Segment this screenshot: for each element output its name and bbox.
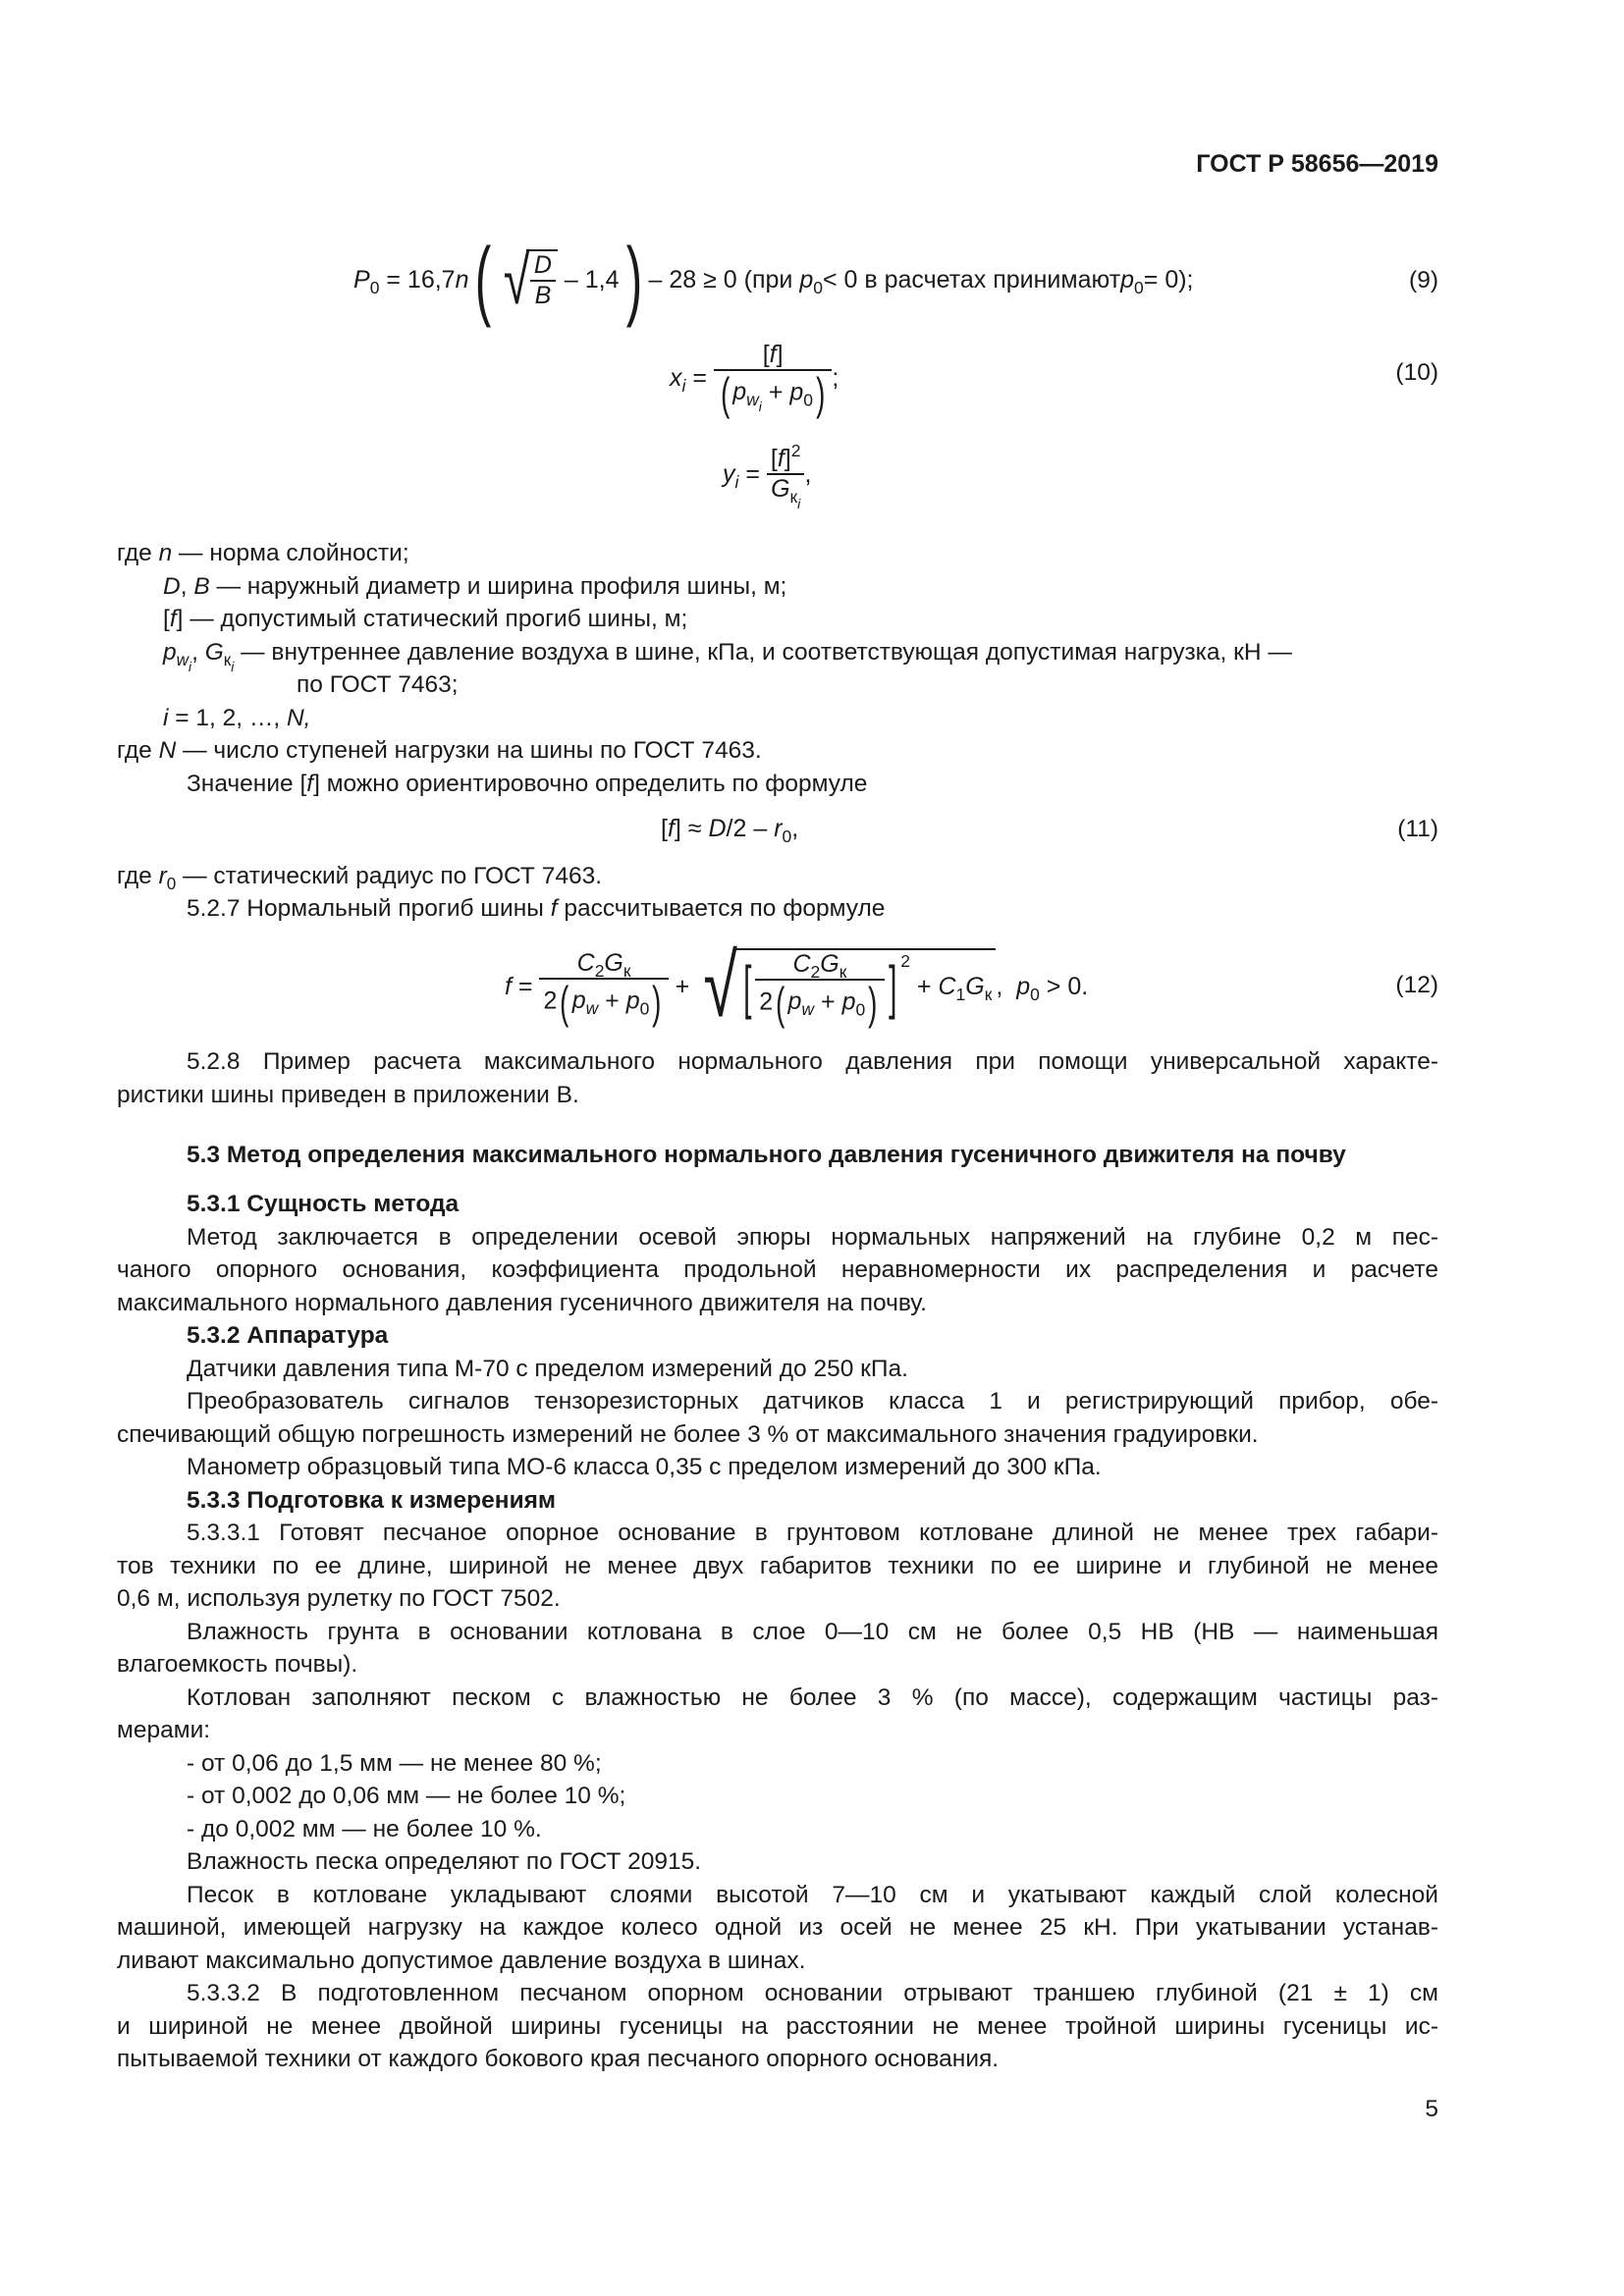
standard-header: ГОСТ Р 58656—2019: [1196, 150, 1438, 178]
def-pw: $p_{w_i}$, $G_{к_i}$ — внутреннее давление воздуха в шине, кПа, и соответствующая допустимая нагрузка, кН —: [163, 639, 1292, 674]
p-kotlovan-line2: мерами:: [117, 1717, 211, 1743]
def-pw-cont: по ГОСТ 7463;: [297, 671, 459, 698]
p-vlazhnost-line2: влагоемкость почвы).: [117, 1651, 358, 1678]
p-5-3-3-1-line3: 0,6 м, используя рулетку по ГОСТ 7502.: [117, 1585, 561, 1612]
p-5-3-2-c: Манометр образцовый типа МО-6 класса 0,35 с пределом измерений до 300 кПа.: [187, 1454, 1102, 1480]
equation-number-11: (11): [1397, 816, 1438, 842]
section-5-3-heading: 5.3 Метод определения максимального нормального давления гусеничного движителя на почву: [187, 1142, 1346, 1168]
def-N: где N — число ступеней нагрузки на шины по ГОСТ 7463.: [117, 737, 762, 764]
p-5-3-2-b-line1: Преобразователь сигналов тензорезисторных датчиков класса 1 и регистрирующий прибор, обе-: [187, 1388, 1438, 1415]
def-r0: где $r_0$ — статический радиус по ГОСТ 7463.: [117, 863, 603, 893]
p-5-3-1-line3: максимального нормального давления гусеничного движителя на почву.: [117, 1290, 927, 1316]
def-i: i = 1, 2, …, N,: [163, 705, 311, 731]
p-5-2-8-line1: 5.2.8 Пример расчета максимального нормального давления при помощи универсальной характе-: [187, 1048, 1438, 1075]
p-pesok-line1: Песок в котловане укладывают слоями высотой 7—10 см и укатывают каждый слой колесной: [187, 1882, 1438, 1908]
def-f: [f] — допустимый статический прогиб шины, м;: [163, 606, 688, 632]
value-f-text: Значение [f] можно ориентировочно определить по формуле: [187, 771, 868, 797]
equation-number-10: (10): [1395, 359, 1438, 386]
p-5-3-3-1-line1: 5.3.3.1 Готовят песчаное опорное основание в грунтовом котловане длиной не менее трех габари-: [187, 1520, 1438, 1546]
p-5-2-7: 5.2.7 Нормальный прогиб шины f рассчитывается по формуле: [187, 895, 886, 922]
equation-number-12: (12): [1395, 972, 1438, 998]
p-pesok-line3: ливают максимально допустимое давление воздуха в шинах.: [117, 1948, 806, 1974]
equation-11: $[f] \approx D/2 - r_0$,: [661, 815, 799, 846]
p-5-3-3-2-line3: пытываемой техники от каждого бокового края песчаного опорного основания.: [117, 2046, 1000, 2072]
page-number: 5: [1425, 2096, 1438, 2122]
equation-10-x: $x_i$ = $\frac{[f]}{( p_{w_i} + p_0)}$ ;: [670, 340, 839, 419]
equation-number-9: (9): [1409, 267, 1438, 294]
equation-10-y: $y_i$ = $\frac{[f]^2}{G_{к_i}}$ ,: [723, 441, 812, 511]
p-5-2-8-line2: ристики шины приведен в приложении В.: [117, 1082, 579, 1108]
p-5-3-1-line1: Метод заключается в определении осевой эпюры нормальных напряжений на глубине 0,2 м пес-: [187, 1224, 1438, 1251]
list-item: - от 0,06 до 1,5 мм — не менее 80 %;: [187, 1750, 602, 1777]
eq9-tail: – 28 ≥ 0 (при: [648, 265, 793, 294]
p-vlazhnost-peska: Влажность песка определяют по ГОСТ 20915.: [187, 1848, 702, 1875]
section-5-3-3-heading: 5.3.3 Подготовка к измерениям: [187, 1487, 557, 1514]
section-5-3-1-heading: 5.3.1 Сущность метода: [187, 1191, 460, 1217]
list-item: - от 0,002 до 0,06 мм — не более 10 %;: [187, 1783, 626, 1809]
list-item: - до 0,002 мм — не более 10 %.: [187, 1816, 542, 1842]
p-vlazhnost-line1: Влажность грунта в основании котлована в слое 0—10 см не более 0,5 НВ (НВ — наименьшая: [187, 1619, 1438, 1645]
p-5-3-1-line2: чаного опорного основания, коэффициента продольной неравномерности их распределения и расчете: [117, 1256, 1438, 1283]
equation-12: f = $\frac{C_2G_к}{2( p_w + p_0)}$ + √ [ $\frac{C_2G_к}{2( p_w + p_0)}$ ] $^2 + C_1G_к$ , $p_0 > 0$.: [505, 937, 1089, 1036]
section-5-3-2-heading: 5.3.2 Аппаратура: [187, 1322, 389, 1349]
p-5-3-2-b-line2: спечивающий общую погрешность измерений не более 3 % от максимального значения градуировки.: [117, 1421, 1259, 1448]
p-5-3-2-a: Датчики давления типа М-70 с пределом измерений до 250 кПа.: [187, 1356, 908, 1382]
p-5-3-3-1-line2: тов техники по ее длине, шириной не менее двух габаритов техники по ее ширине и глубиной не менее: [117, 1553, 1438, 1579]
p-kotlovan-line1: Котлован заполняют песком с влажностью не более 3 % (по массе), содержащим частицы раз-: [187, 1684, 1438, 1711]
p-pesok-line2: машиной, имеющей нагрузку на каждое колесо одной из осей не менее 25 кН. При укатывании устанав-: [117, 1914, 1438, 1941]
p-5-3-3-2-line1: 5.3.3.2 В подготовленном песчаном опорном основании отрывают траншею глубиной (21 ± 1) см: [187, 1980, 1438, 2006]
def-n: где n — норма слойности;: [117, 540, 409, 566]
def-db: D, B — наружный диаметр и ширина профиля шины, м;: [163, 573, 787, 600]
p-5-3-3-2-line2: и шириной не менее двойной ширины гусеницы на расстоянии не менее тройной ширины гусеницы ис-: [117, 2013, 1438, 2040]
equation-9: $P_0 = 16,7n$ ( √ $\frac{D}{B}$ – 1,4 ) – 28 ≥ 0 (при $p_0$ < 0 в расчетах принимают $p_0$ = 0);: [353, 231, 1194, 329]
